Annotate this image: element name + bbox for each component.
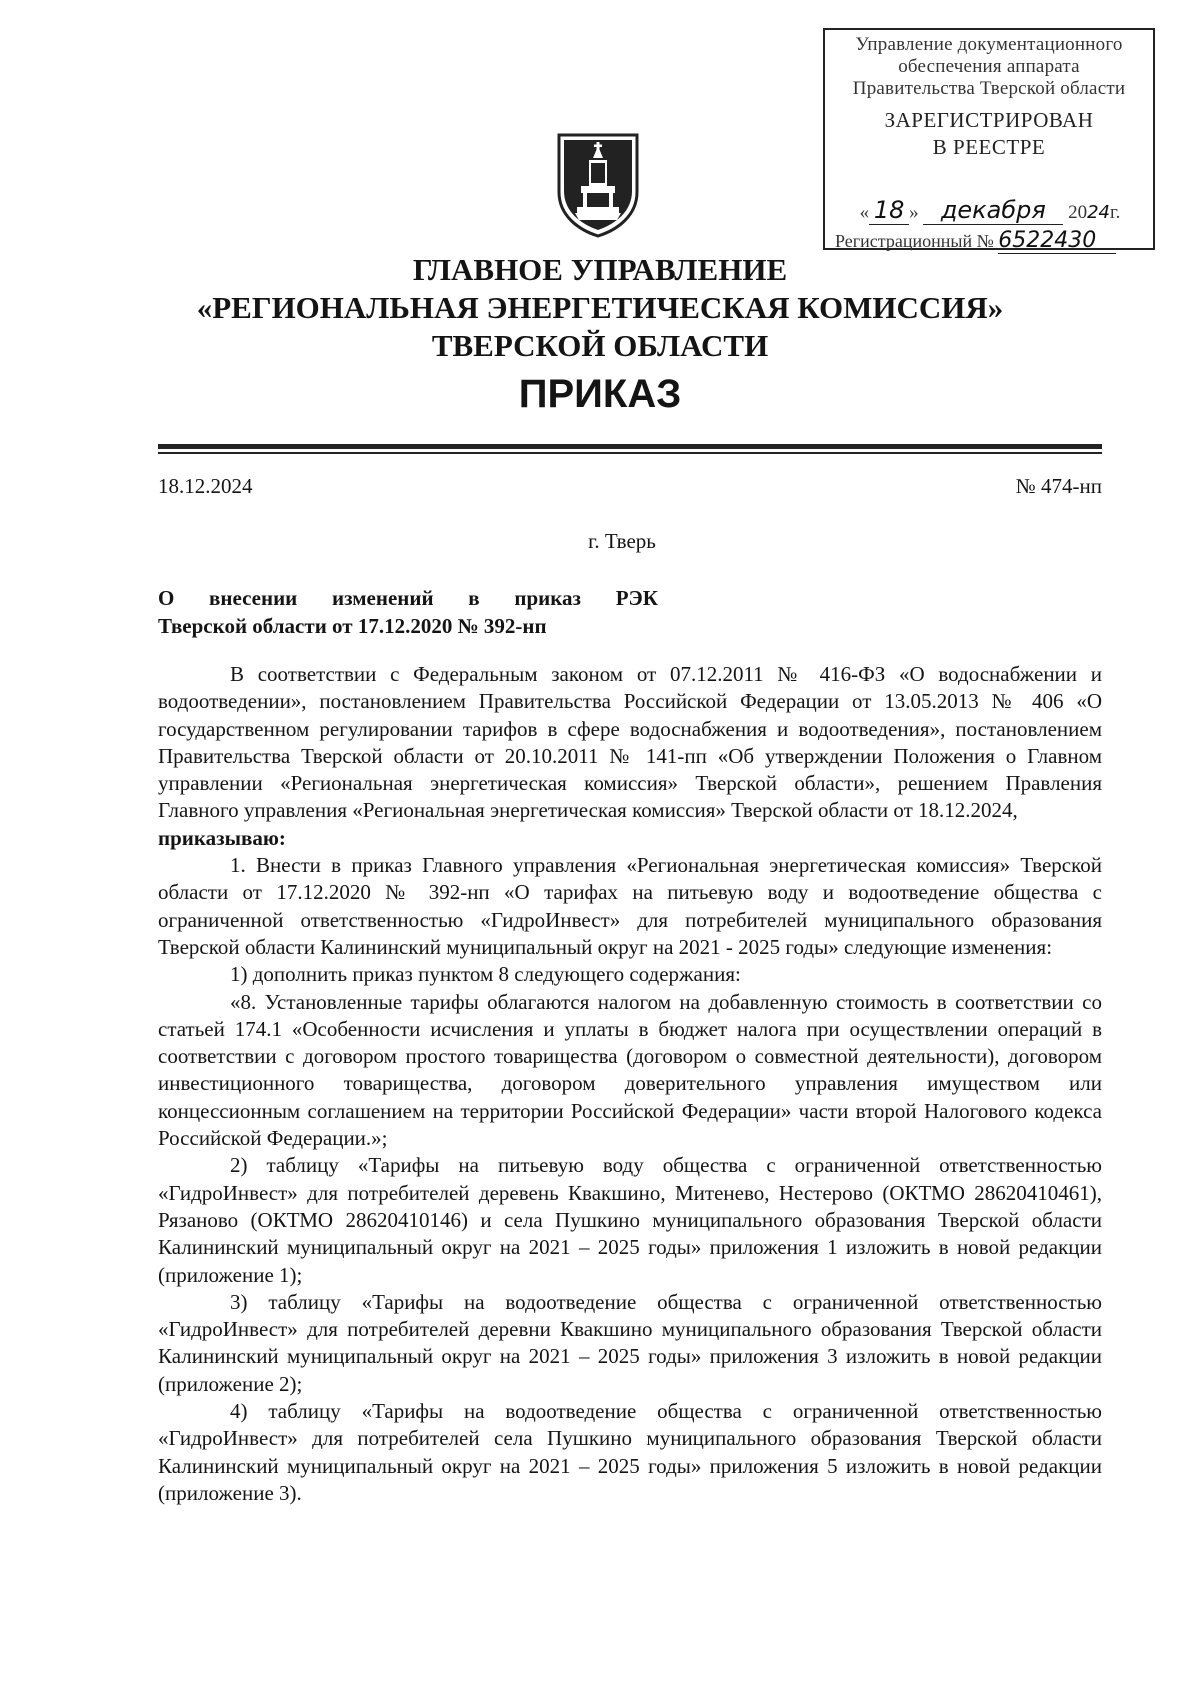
- org-name-line-3: ТВЕРСКОЙ ОБЛАСТИ: [431, 328, 769, 363]
- clause-1-sub-3: 3) таблицу «Тарифы на водоотведение общества с ограниченной ответственностью «ГидроИнвест» для потребителей деревни Квакшино муниципального образования Тверской области Калининский муниципальный округ на 2021 – 2025 годы» приложения 3 изложить в новой редакции (приложение 2);: [158, 1289, 1102, 1396]
- clause-1-sub-1: 1) дополнить приказ пунктом 8 следующего содержания:: [230, 962, 741, 987]
- org-name-line-1: ГЛАВНОЕ УПРАВЛЕНИЕ: [412, 252, 788, 287]
- subject-line-1: О внесении изменений в приказ РЭК: [158, 586, 658, 610]
- stamp-day: 18: [869, 196, 909, 225]
- stamp-status-1: ЗАРЕГИСТРИРОВАН: [884, 108, 1094, 132]
- order-word: приказываю:: [158, 825, 286, 850]
- preamble-paragraph: В соответствии с Федеральным законом от 07.12.2011 № 416-ФЗ «О водоснабжении и водоотведении», постановлением Правительства Российской Федерации от 13.05.2013 № 406 «О государственном регулировании тарифов в сфере водоснабжения и водоотведения», постановлением Правительства Тверской области от 20.10.2011 № 141-пп «Об утверждении Положения о Главном управлении «Региональная энергетическая комиссия» Тверской области», решением Правления Главного управления «Региональная энергетическая комиссия» Тверской области от 18.12.2024,: [158, 662, 1102, 823]
- clause-1-sub-4: 4) таблицу «Тарифы на водоотведение общества с ограниченной ответственностью «ГидроИнвест» для потребителей села Пушкино муниципального образования Тверской области Калининский муниципальный округ на 2021 – 2025 годы» приложения 5 изложить в новой редакции (приложение 3).: [158, 1399, 1102, 1505]
- stamp-status-2: В РЕЕСТРЕ: [932, 135, 1046, 159]
- clause-1-sub-2: 2) таблицу «Тарифы на питьевую воду общества с ограниченной ответственностью «ГидроИнвест» для потребителей деревень Квакшино, Митенево, Нестерово (ОКТМО 28620410461), Рязаново (ОКТМО 28620410146) и села Пушкино муниципального образования Тверской области Калининский муниципальный округ на 2021 – 2025 годы» приложения 1 изложить в новой редакции (приложение 1);: [158, 1153, 1102, 1287]
- document-body: [158, 661, 1102, 1507]
- stamp-line-1: Управление документационного: [855, 34, 1123, 55]
- org-name-line-2: «РЕГИОНАЛЬНАЯ ЭНЕРГЕТИЧЕСКАЯ КОМИССИЯ»: [196, 290, 1004, 325]
- document-number: № 474-нп: [1015, 474, 1102, 498]
- stamp-year-unit: г.: [1110, 202, 1121, 223]
- stamp-reg-number: 6522430: [998, 228, 1116, 254]
- coat-of-arms-icon: [555, 132, 641, 238]
- registration-stamp: [823, 28, 1155, 253]
- document-date: 18.12.2024: [158, 474, 253, 498]
- subject-line-2: Тверской области от 17.12.2020 № 392-нп: [158, 614, 547, 638]
- stamp-line-3: Правительства Тверской области: [852, 78, 1126, 99]
- clause-8-text: «8. Установленные тарифы облагаются налогом на добавленную стоимость в соответствии со статьей 174.1 «Особенности исчисления и уплаты в бюджет налога при осуществлении операций в соответствии с договором простого товарищества (договором о совместной деятельности), договором инвестиционного товарищества, договором доверительного управления имуществом или концессионным соглашением на территории Российской Федерации» части второй Налогового кодекса Российской Федерации.»;: [158, 989, 1102, 1151]
- stamp-registration: [835, 228, 1145, 253]
- stamp-year-suffix: 24: [1087, 202, 1110, 223]
- stamp-year-prefix: 20: [1068, 202, 1088, 223]
- stamp-line-2: обеспечения аппарата: [898, 56, 1080, 77]
- stamp-reg-label: Регистрационный №: [835, 231, 994, 251]
- stamp-date: « 18 » декабря 2024г.: [859, 196, 1121, 224]
- stamp-month: декабря: [923, 196, 1063, 225]
- document-city: г. Тверь: [588, 529, 656, 553]
- document-subject: [158, 584, 658, 640]
- header-divider-thin: [158, 452, 1102, 454]
- header-divider-thick: [158, 444, 1102, 449]
- clause-1: 1. Внести в приказ Главного управления «Региональная энергетическая комиссия» Тверской области от 17.12.2020 № 392-нп «О тарифах на питьевую воду и водоотведение общества с ограниченной ответственностью «ГидроИнвест» для потребителей муниципального образования Тверской области Калининский муниципальный округ на 2021 - 2025 годы» следующие изменения:: [158, 853, 1102, 959]
- document-title: ПРИКАЗ: [518, 372, 682, 416]
